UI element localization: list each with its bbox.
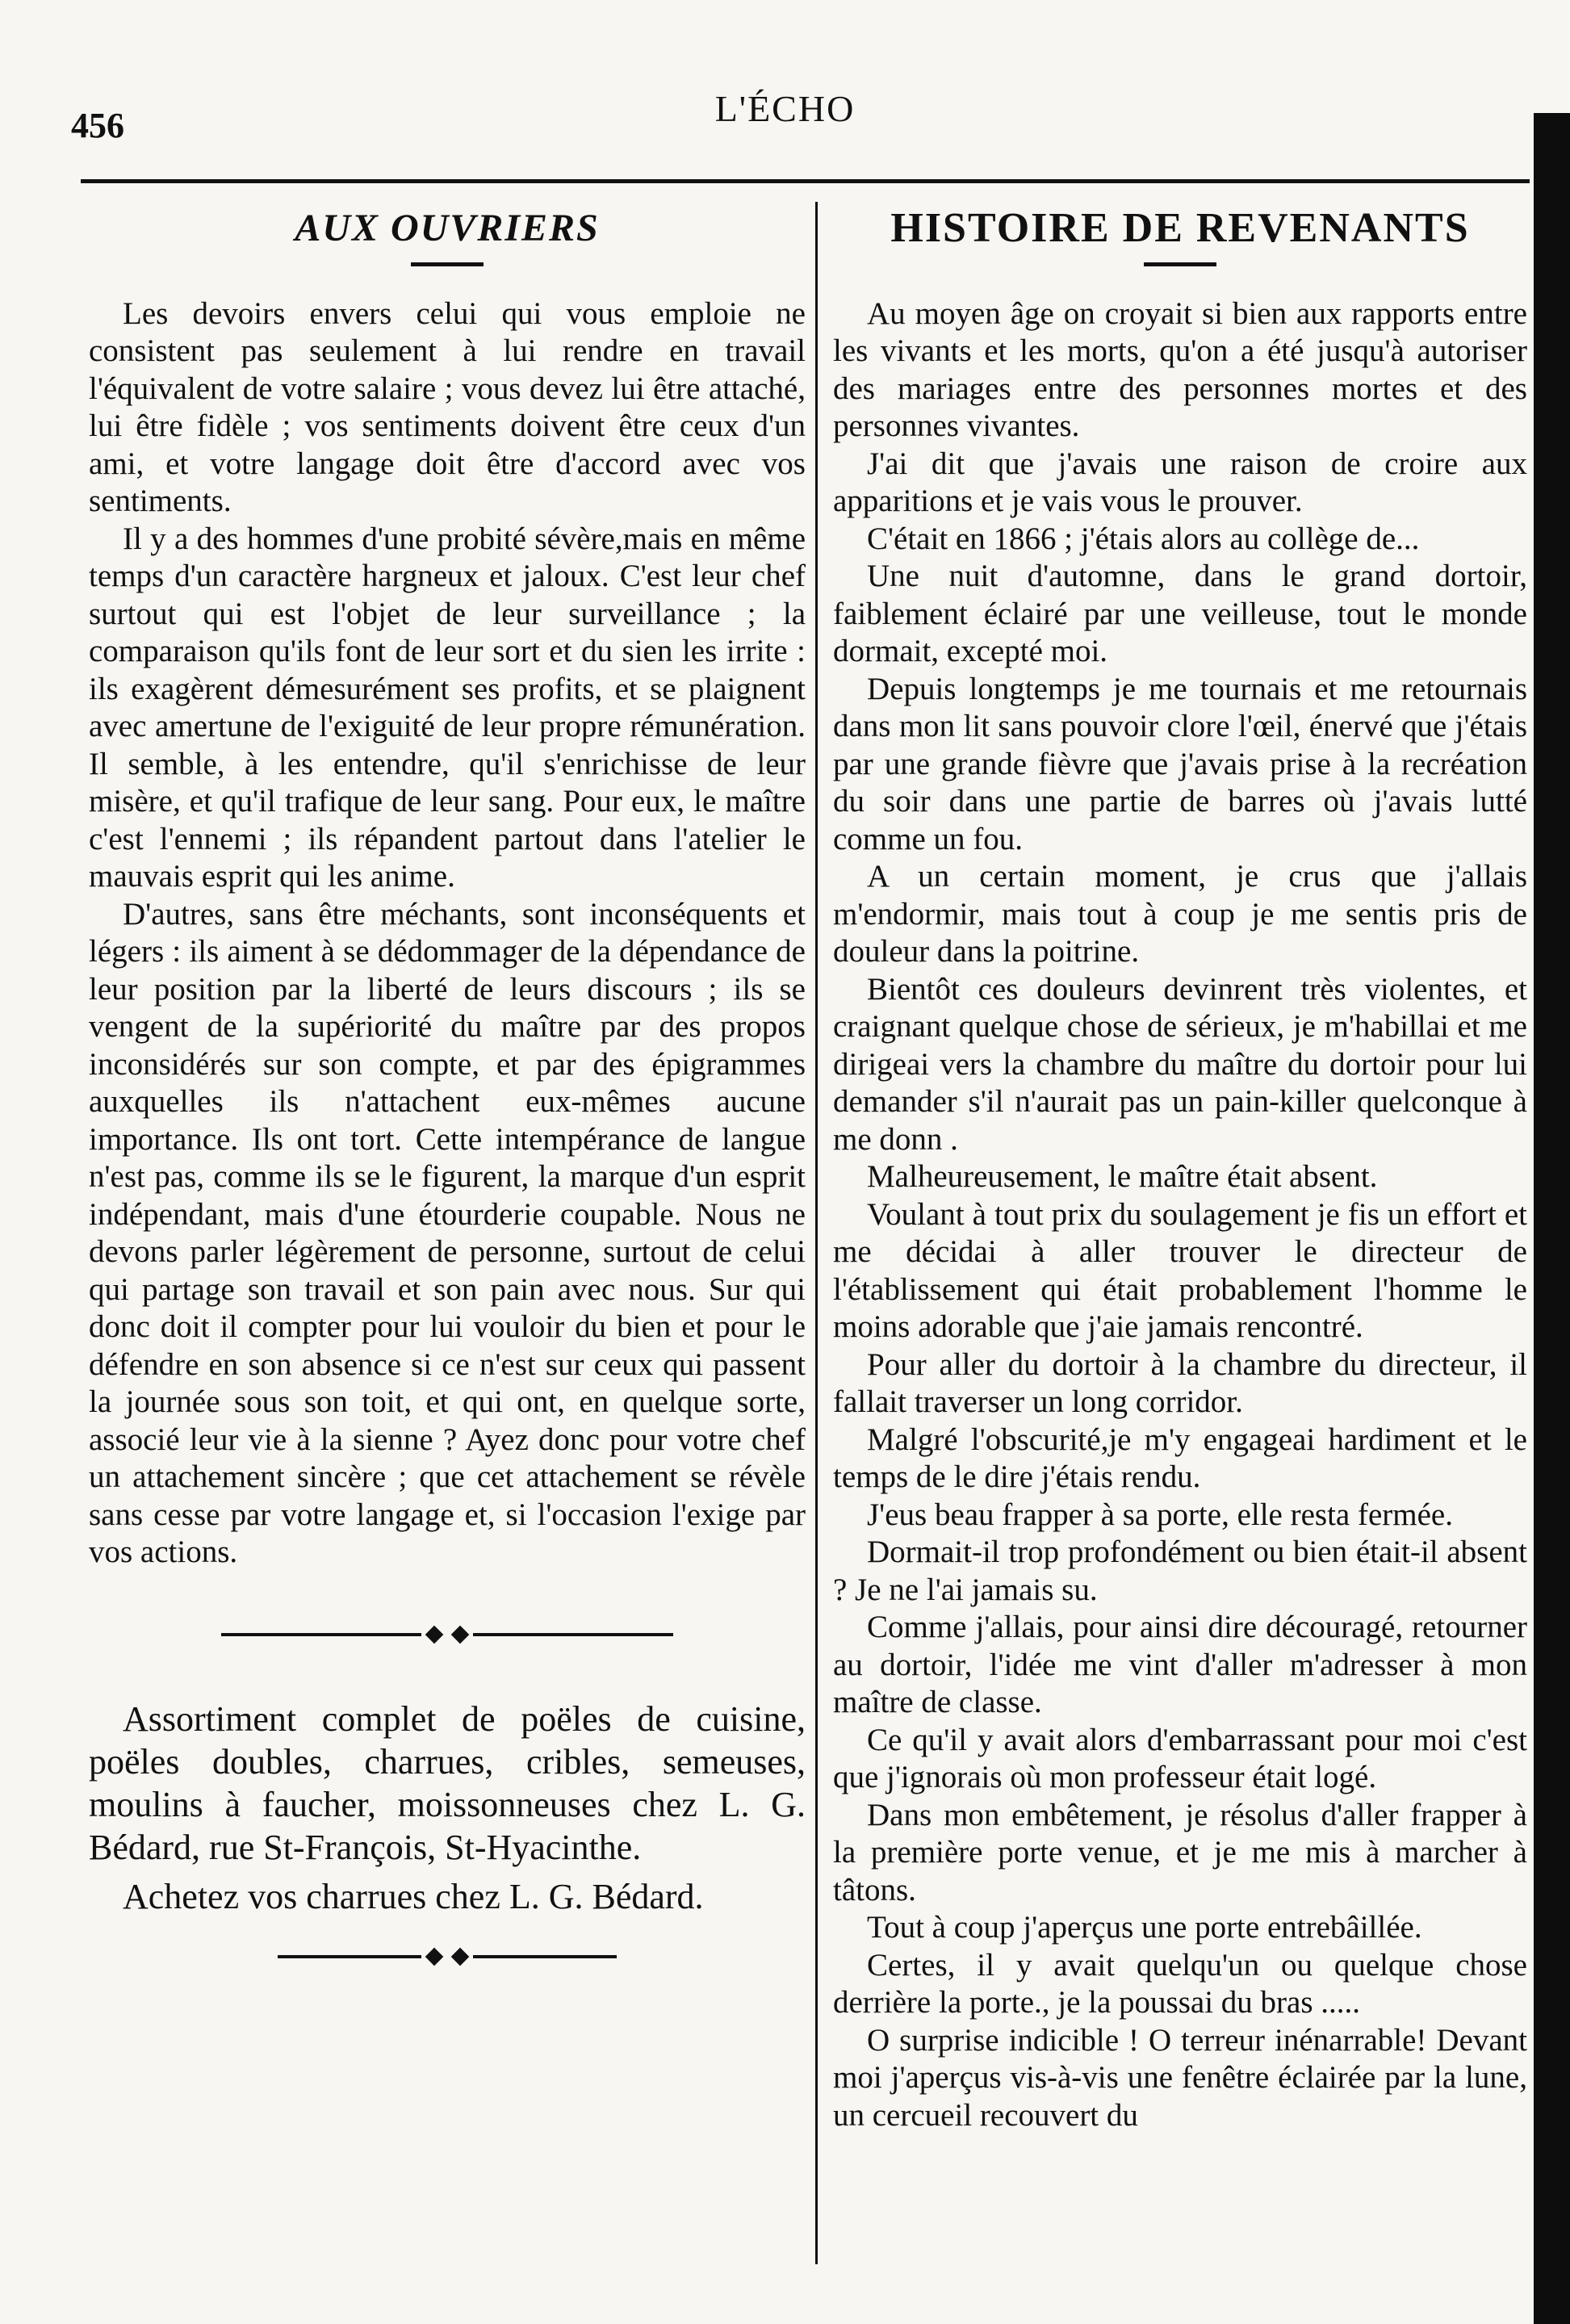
paragraph: Ce qu'il y avait alors d'embarrassant pour moi c'est que j'ignorais où mon professeur était logé. [833,1722,1527,1794]
page-number: 456 [71,106,124,145]
paragraph: O surprise indicible ! O terreur inénarrable! Devant moi j'aperçus vis-à-vis une fenêtre éclairée par la lune, un cercueil recouvert du [833,2022,1527,2133]
title-dash [411,262,484,266]
paragraph: Bientôt ces douleurs devinrent très violentes, et craignant quelque chose de sérieux, je m'habillai et me dirigeai vers la chambre du maître du dortoir pour lui demander s'il n'aurait pas un pain-killer quelconque à me donn . [833,971,1527,1157]
paragraph: Malheureusement, le maître était absent. [867,1159,1378,1194]
paragraph: Comme j'allais, pour ainsi dire découragé, retourner au dortoir, l'idée me vint d'aller m'adresser à mon maître de classe. [833,1610,1527,1719]
paragraph: Voulant à tout prix du soulagement je fis un effort et me décidai à aller trouver le directeur de l'établissement qui était probablement l'homme le moins adorable que j'aie jamais rencontré. [833,1196,1527,1344]
right-column [833,202,1527,2134]
dark-binding-edge [1534,113,1570,2324]
article-title-aux-ouvriers: AUX OUVRIERS [295,207,600,249]
article-title-histoire-de-revenants: HISTOIRE DE REVENANTS [890,205,1470,251]
paragraph: Depuis longtemps je me tournais et me retournais dans mon lit sans pouvoir clore l'œil, énervé que j'étais par une grande fièvre que j'avais prise à la recréation du soir dans une partie de barres où j'avais lutté comme un fou. [833,671,1527,856]
paragraph: Certes, il y avait quelqu'un ou quelque chose derrière la porte., je la poussai du bras ..... [833,1947,1527,2020]
left-column [89,202,806,2020]
paragraph: Il y a des hommes d'une probité sévère,mais en même temps d'un caractère hargneux et jaloux. C'est leur chef surtout qui est l'objet de leur surveillance ; la comparaison qu'ils font de leur sort et du sien les irrite : ils exagèrent démesurément ses profits, et se plaignent avec amertune de l'exiguité de leur propre rémunération. Il semble, à les entendre, qu'il s'enrichisse de leur misère, et qu'il trafique de leur sang. Pour eux, le maître c'est l'ennemi ; ils répandent partout dans l'atelier le mauvais esprit qui les anime. [89,521,806,894]
header-rule [81,179,1530,183]
ornament-divider [278,1950,617,1963]
paragraph: Au moyen âge on croyait si bien aux rapports entre les vivants et les morts, qu'on a été jusqu'à autoriser des mariages entre des personnes mortes et des personnes vivantes. [833,295,1527,443]
ornament-divider [221,1628,673,1641]
advert-paragraph: Assortiment complet de poëles de cuisine, poëles doubles, charrues, cribles, semeuses, moulins à faucher, moissonneuses chez L. G. Bédard, rue St-François, St-Hyacinthe. [89,1698,806,1867]
running-title: L'ÉCHO [714,88,856,129]
advert-paragraph: Achetez vos charrues chez L. G. Bédard. [123,1876,704,1916]
paragraph: Les devoirs envers celui qui vous emploie ne consistent pas seulement à lui rendre en travail l'équivalent de votre salaire ; vous devez lui être attaché, lui être fidèle ; vos sentiments doivent être ceux d'un ami, et votre langage doit être d'accord avec vos sentiments. [89,295,806,518]
paragraph: A un certain moment, je crus que j'allais m'endormir, mais tout à coup je me sentis pris de douleur dans la poitrine. [833,859,1527,969]
paragraph: Une nuit d'automne, dans le grand dortoir, faiblement éclairé par une veilleuse, tout le monde dormait, excepté moi. [833,559,1527,668]
paragraph: D'autres, sans être méchants, sont inconséquents et légers : ils aiment à se dédommager de la dépendance de leur position par la liberté de leurs discours ; ils se vengent de la supériorité du maître par des propos inconsidérés sur son compte, et par des épigrammes auxquelles ils n'attachent eux-mêmes aucune importance. Ils ont tort. Cette intempérance de langue n'est pas, comme ils se le figurent, la marque d'un esprit indépendant, mais d'une étourderie coupable. Nous ne devons parler légèrement de personne, surtout de celui qui partage son travail et son pain avec nous. Sur qui donc doit il compter pour lui vouloir du bien et pour le défendre en son absence si ce n'est sur ceux qui passent la journée sous son toit, et qui ont, en quelque sorte, associé leur vie à la sienne ? Ayez donc pour votre chef un attachement sincère ; que cet attachement se révèle sans cesse par votre langage et, si l'occasion l'exige par vos actions. [89,896,806,1569]
title-dash [1144,262,1216,266]
column-divider [815,202,818,2264]
paragraph: J'ai dit que j'avais une raison de croire aux apparitions et je vais vous le prouver. [833,446,1527,518]
paragraph: C'était en 1866 ; j'étais alors au collège de... [867,521,1420,556]
paragraph: J'eus beau frapper à sa porte, elle resta fermée. [867,1497,1453,1532]
paragraph: Dans mon embêtement, je résolus d'aller frapper à la première porte venue, et je me mis à marcher à tâtons. [833,1797,1527,1907]
paragraph: Pour aller du dortoir à la chambre du directeur, il fallait traverser un long corridor. [833,1346,1527,1419]
advertisement [89,1698,806,1918]
paragraph: Malgré l'obscurité,je m'y engageai hardiment et le temps de le dire j'étais rendu. [833,1422,1527,1494]
paragraph: Tout à coup j'aperçus une porte entrebâillée. [867,1910,1422,1945]
paragraph: Dormait-il trop profondément ou bien était-il absent ? Je ne l'ai jamais su. [833,1535,1527,1607]
